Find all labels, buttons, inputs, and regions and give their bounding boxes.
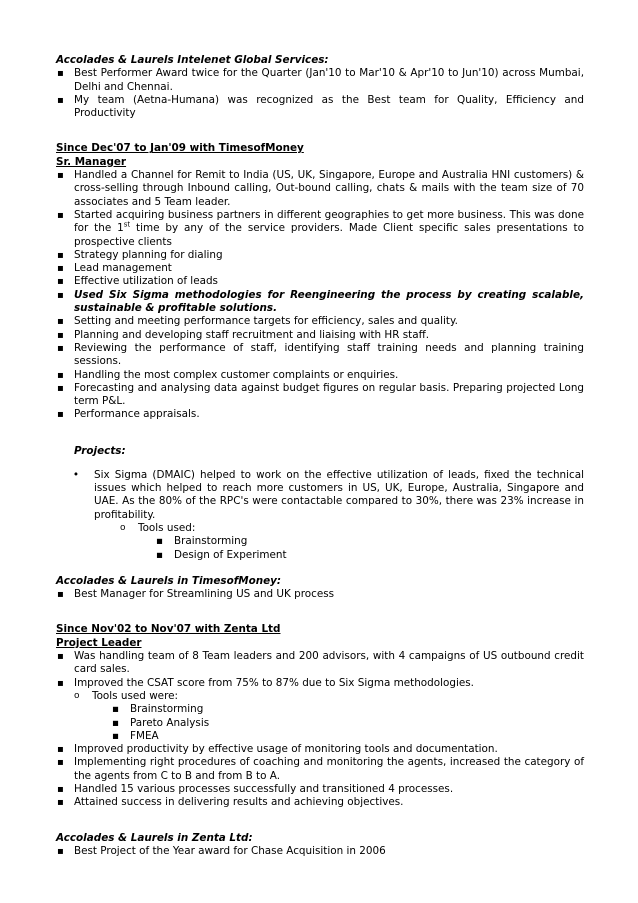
tools-label: o Tools used were: — [56, 690, 584, 703]
list-item: ▪ Brainstorming — [56, 703, 584, 716]
zenta-accolades-heading: Accolades & Laurels in Zenta Ltd: — [56, 831, 253, 844]
tools-label: o Tools used: — [56, 522, 584, 535]
list-item: ▪ Best Manager for Streamlining US and UK process — [56, 588, 584, 601]
intelenet-accolades-heading: Accolades & Laurels Intelenet Global Services: — [56, 54, 329, 66]
list-item: ▪ Best Performer Award twice for the Quarter (Jan'10 to Mar'10 & Apr'10 to Jun'10) across Mumbai, Delhi and Chennai. — [56, 67, 584, 94]
list-item: ▪ Performance appraisals. — [56, 408, 584, 421]
list-item: ▪ Planning and developing staff recruitment and liaising with HR staff. — [56, 329, 584, 342]
projects-list — [56, 469, 584, 562]
list-item: ▪ Handled 15 various processes successfully and transitioned 4 processes. — [56, 783, 584, 796]
list-item: ▪ Best Project of the Year award for Chase Acquisition in 2006 — [56, 845, 584, 858]
list-item: ▪ Implementing right procedures of coaching and monitoring the agents, increased the category of the agents from C to B and from B to A. — [56, 756, 584, 783]
zenta-responsibilities — [56, 650, 584, 810]
list-item: ▪ Design of Experiment — [56, 549, 584, 562]
list-item: ▪ Handled a Channel for Remit to India (US, UK, Singapore, Europe and Australia HNI customers) & cross-selling through Inbound calling, Out-bound calling, chats & mails with the team size of 70 associates and 5 Team leader. — [56, 169, 584, 209]
timesofmoney-responsibilities — [56, 169, 584, 422]
list-item: ▪ FMEA — [56, 730, 584, 743]
list-item: ▪ Handling the most complex customer complaints or enquiries. — [56, 369, 584, 382]
timesofmoney-accolades-list — [56, 588, 584, 601]
list-item: ▪ Brainstorming — [56, 535, 584, 548]
list-item: ▪ Was handling team of 8 Team leaders and 200 advisors, with 4 campaigns of US outbound credit card sales. — [56, 650, 584, 677]
list-item: • Six Sigma (DMAIC) helped to work on the effective utilization of leads, fixed the technical issues which helped to reach more customers in US, UK, Europe, Australia, Singapore and UAE. As the 80% of the RPC's were contactable compared to 30%, there was 23% increase in profitability. — [56, 469, 584, 522]
list-item: ▪ Reviewing the performance of staff, identifying staff training needs and planning training sessions. — [56, 342, 584, 369]
list-item: ▪ Improved productivity by effective usage of monitoring tools and documentation. — [56, 743, 584, 756]
list-item: ▪ Started acquiring business partners in different geographies to get more business. This was done for the 1st time by any of the service providers. Made Client specific sales presentations to prospective clients — [56, 209, 584, 249]
zenta-period: Since Nov'02 to Nov'07 with Zenta Ltd — [56, 623, 281, 636]
list-item: ▪ Improved the CSAT score from 75% to 87% due to Six Sigma methodologies. — [56, 677, 584, 690]
zenta-role: Project Leader — [56, 636, 142, 649]
projects-label: Projects: — [74, 445, 126, 458]
list-item: ▪ Lead management — [56, 262, 584, 275]
list-item: ▪ Strategy planning for dialing — [56, 249, 584, 262]
resume-page — [56, 54, 584, 858]
list-item: ▪ Used Six Sigma methodologies for Reengineering the process by creating scalable, sustainable & profitable solutions. — [56, 289, 584, 316]
timesofmoney-role: Sr. Manager — [56, 155, 127, 168]
list-item: ▪ Pareto Analysis — [56, 717, 584, 730]
timesofmoney-period: Since Dec'07 to Jan'09 with TimesofMoney — [56, 142, 304, 155]
intelenet-accolades-list — [56, 67, 584, 120]
list-item: ▪ My team (Aetna-Humana) was recognized as the Best team for Quality, Efficiency and Productivity — [56, 94, 584, 121]
timesofmoney-accolades-heading: Accolades & Laurels in TimesofMoney: — [56, 574, 282, 587]
list-item: ▪ Attained success in delivering results and achieving objectives. — [56, 796, 584, 809]
list-item: ▪ Effective utilization of leads — [56, 275, 584, 288]
list-item: ▪ Forecasting and analysing data against budget figures on regular basis. Preparing projected Long term P&L. — [56, 382, 584, 409]
zenta-accolades-list — [56, 845, 584, 858]
list-item: ▪ Setting and meeting performance targets for efficiency, sales and quality. — [56, 315, 584, 328]
